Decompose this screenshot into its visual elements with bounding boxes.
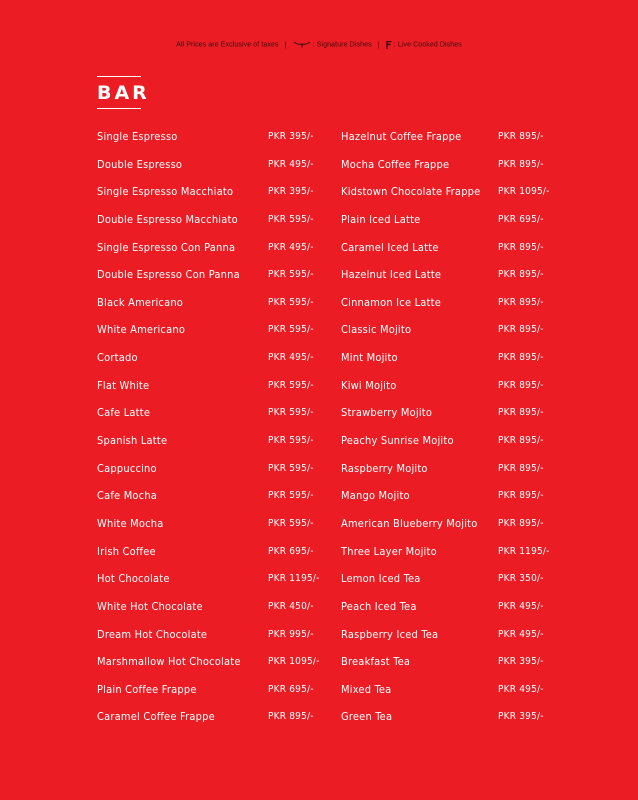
menu-item-price: PKR 895/- xyxy=(498,324,544,336)
menu-item-name: Marshmallow Hot Chocolate xyxy=(97,655,241,669)
menu-item-name: Single Espresso xyxy=(97,130,178,143)
menu-item-name: Mixed Tea xyxy=(341,682,392,696)
menu-item-name: Mango Mojito xyxy=(341,489,410,503)
menu-item-price: PKR 695/- xyxy=(498,213,544,225)
menu-item-name: Peach Iced Tea xyxy=(341,599,417,613)
menu-item-price: PKR 895/- xyxy=(498,241,544,253)
menu-item-name: Peachy Sunrise Mojito xyxy=(341,434,454,448)
menu-item-name: Single Espresso Macchiato xyxy=(97,185,234,199)
menu-item-name: Spanish Latte xyxy=(97,434,168,448)
menu-item-price: PKR 595/- xyxy=(268,379,314,391)
menu-item-name: Plain Coffee Frappe xyxy=(97,682,197,696)
menu-item-price: PKR 495/- xyxy=(498,683,544,695)
flag-f-icon xyxy=(386,42,394,49)
menu-item-name: Classic Mojito xyxy=(341,323,412,337)
menu-item-name: American Blueberry Mojito xyxy=(341,516,478,530)
menu-item-price: PKR 895/- xyxy=(498,352,544,364)
menu-item-price: PKR 595/- xyxy=(268,324,314,336)
menu-item-price: PKR 595/- xyxy=(268,462,314,474)
legend-separator-2: | xyxy=(377,41,380,49)
menu-item-price: PKR 495/- xyxy=(498,628,544,640)
menu-item-name: Hazelnut Coffee Frappe xyxy=(341,130,462,143)
menu-item-price: PKR 395/- xyxy=(498,711,544,723)
menu-item-price: PKR 895/- xyxy=(498,379,544,391)
menu-item-price: PKR 695/- xyxy=(268,683,314,695)
menu-item-price: PKR 350/- xyxy=(498,573,544,585)
menu-item-name: Caramel Iced Latte xyxy=(341,240,439,254)
menu-item-name: Cortado xyxy=(97,351,138,365)
menu-item-name: White Mocha xyxy=(97,516,164,530)
menu-item-name: Hot Chocolate xyxy=(97,572,170,586)
menu-item-price: PKR 895/- xyxy=(498,407,544,419)
menu-item-name: Plain Iced Latte xyxy=(341,212,421,226)
menu-item-name: Caramel Coffee Frappe xyxy=(97,710,215,724)
menu-item-name: Raspberry Mojito xyxy=(341,461,428,475)
menu-item-price: PKR 895/- xyxy=(498,517,544,529)
menu-item-name: White Hot Chocolate xyxy=(97,599,203,613)
menu-item-name: Cafe Mocha xyxy=(97,489,158,503)
menu-item-name: Irish Coffee xyxy=(97,544,156,558)
legend-colon-2: : xyxy=(393,41,396,49)
live-cooked-label: Live Cooked Dishes xyxy=(397,41,462,49)
menu-item-price: PKR 1095/- xyxy=(498,186,550,198)
menu-item-price: PKR 695/- xyxy=(268,545,314,557)
legend-separator: | xyxy=(284,41,287,49)
menu-item-price: PKR 495/- xyxy=(268,241,314,253)
menu-item-price: PKR 595/- xyxy=(268,269,314,281)
menu-item-price: PKR 995/- xyxy=(268,628,314,640)
menu-item-name: Dream Hot Chocolate xyxy=(97,627,208,641)
menu-item-price: PKR 395/- xyxy=(498,656,544,668)
menu-item-name: Breakfast Tea xyxy=(341,655,411,669)
menu-item-price: PKR 895/- xyxy=(498,131,544,142)
menu-item-price: PKR 595/- xyxy=(268,490,314,502)
menu-item-price: PKR 595/- xyxy=(268,435,314,447)
menu-item-price: PKR 395/- xyxy=(268,131,314,142)
menu-item-price: PKR 1195/- xyxy=(498,545,550,557)
menu-item-price: PKR 495/- xyxy=(268,352,314,364)
menu-item-name: Cafe Latte xyxy=(97,406,151,420)
section-heading xyxy=(97,76,150,109)
menu-item-name: Mocha Coffee Frappe xyxy=(341,157,450,171)
menu-item-price: PKR 895/- xyxy=(498,435,544,447)
menu-item-price: PKR 495/- xyxy=(498,600,544,612)
menu-item-price: PKR 895/- xyxy=(498,296,544,308)
menu-item-price: PKR 895/- xyxy=(498,462,544,474)
tax-note: All Prices are Exclusive of taxes xyxy=(176,41,279,49)
menu-item-name: Black Americano xyxy=(97,295,184,309)
menu-item-name: Single Espresso Con Panna xyxy=(97,240,236,254)
menu-item-name: Kiwi Mojito xyxy=(341,378,397,392)
menu-item-name: Double Espresso Con Panna xyxy=(97,268,240,282)
menu-item-name: Double Espresso Macchiato xyxy=(97,212,238,226)
menu-item-name: Raspberry Iced Tea xyxy=(341,627,439,641)
menu-item-price: PKR 1095/- xyxy=(268,656,320,668)
menu-item-price: PKR 895/- xyxy=(498,490,544,502)
pricing-legend xyxy=(0,41,638,49)
menu-item-name: Three Layer Mojito xyxy=(341,544,437,558)
menu-item-name: Green Tea xyxy=(341,710,393,724)
menu-item-price: PKR 595/- xyxy=(268,407,314,419)
menu-item-price: PKR 595/- xyxy=(268,213,314,225)
legend-colon: : xyxy=(312,41,315,49)
menu-item-name: Strawberry Mojito xyxy=(341,406,433,420)
bull-horns-icon xyxy=(293,42,313,49)
menu-item-name: Hazelnut Iced Latte xyxy=(341,268,442,282)
menu-item-price: PKR 1195/- xyxy=(268,573,320,585)
menu-item-price: PKR 895/- xyxy=(268,711,314,723)
menu-item-name: Mint Mojito xyxy=(341,351,398,365)
menu-item-price: PKR 495/- xyxy=(268,158,314,170)
menu-item-name: Flat White xyxy=(97,378,150,392)
menu-item-name: Double Espresso xyxy=(97,157,183,171)
menu-item-name: White Americano xyxy=(97,323,186,337)
menu-item-price: PKR 895/- xyxy=(498,269,544,281)
menu-item-price: PKR 450/- xyxy=(268,600,314,612)
menu-item-price: PKR 895/- xyxy=(498,158,544,170)
menu-item-price: PKR 395/- xyxy=(268,186,314,198)
menu-item-price: PKR 595/- xyxy=(268,296,314,308)
menu-item-name: Cinnamon Ice Latte xyxy=(341,295,441,309)
menu-item-price: PKR 595/- xyxy=(268,517,314,529)
section-title: BAR xyxy=(97,82,150,104)
menu-item-name: Kidstown Chocolate Frappe xyxy=(341,185,481,199)
signature-dishes-label: Signature Dishes xyxy=(316,41,372,49)
menu-item-name: Cappuccino xyxy=(97,461,157,475)
menu-item-name: Lemon Iced Tea xyxy=(341,572,421,586)
